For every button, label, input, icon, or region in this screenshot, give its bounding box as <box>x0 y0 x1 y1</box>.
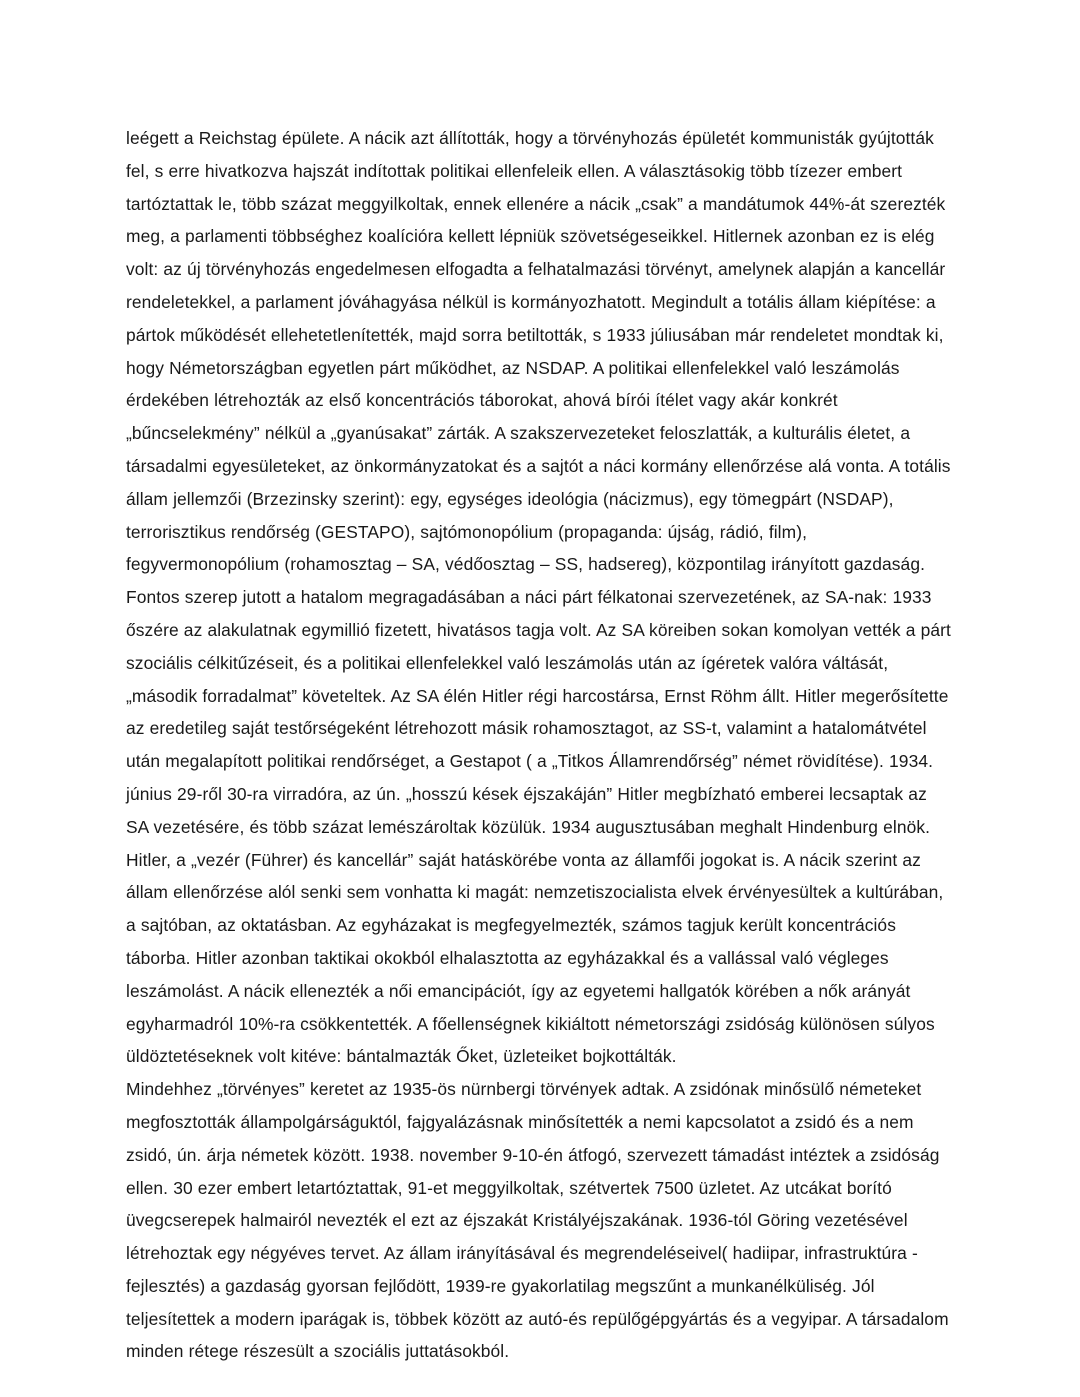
paragraph: leégett a Reichstag épülete. A nácik azt állították, hogy a törvényhozás épületét kommunisták gyújtották fel, s erre hivatkozva hajszát indítottak politikai ellenfeleik ellen. A választásokig több tízezer embert tartóztattak le, több százat meggyilkoltak, ennek ellenére a nácik „csak” a mandátumok 44%-át szerezték meg, a parlamenti többséghez koalícióra kellett lépniük szövetségeseikkel. Hitlernek azonban ez is elég volt: az új törvényhozás engedelmesen elfogadta a felhatalmazási törvényt, amelynek alapján a kancellár rendeletekkel, a parlament jóváhagyása nélkül is kormányozhatott. Megindult a totális állam kiépítése: a pártok működését ellehetetlenítették, majd sorra betiltották, s 1933 júliusában már rendeletet mondtak ki, hogy Németországban egyetlen párt működhet, az NSDAP. A politikai ellenfelekkel való leszámolás érdekében létrehozták az első koncentrációs táborokat, ahová bírói ítélet vagy akár konkrét „bűncselekmény” nélkül a „gyanúsakat” zárták. A szakszervezeteket feloszlatták, a kulturális életet, a társadalmi egyesületeket, az önkormányzatokat és a sajtót a náci kormány ellenőrzése alá vonta. A totális állam jellemzői (Brzezinsky szerint): egy, egységes ideológia (nácizmus), egy tömegpárt (NSDAP), terrorisztikus rendőrség (GESTAPO), sajtómonopólium (propaganda: újság, rádió, film), fegyvermonopólium (rohamosztag – SA, védőosztag – SS, hadsereg), központilag irányított gazdaság. <box>126 128 951 575</box>
document-body-text <box>126 122 954 1368</box>
paragraph: Fontos szerep jutott a hatalom megragadásában a náci párt félkatonai szervezetének, az SA-nak: 1933 őszére az alakulatnak egymillió fizetett, hivatásos tagja volt. Az SA köreiben sokan komolyan vették a párt szociális célkitűzéseit, és a politikai ellenfelekkel való leszámolás után az ígéretek valóra váltását, „második forradalmat” követeltek. Az SA élén Hitler régi harcostársa, Ernst Röhm állt. Hitler megerősítette az eredetileg saját testőrségeként létrehozott másik rohamosztagot, az SS-t, valamint a hatalomátvétel után megalapított politikai rendőrséget, a Gestapot ( a „Titkos Államrendőrség” német rövidítése). 1934. június 29-ről 30-ra virradóra, az ún. „hosszú kések éjszakáján” Hitler megbízható emberei lecsaptak az SA vezetésére, és több százat lemészároltak közülük. 1934 augusztusában meghalt Hindenburg elnök. Hitler, a „vezér (Führer) és kancellár” saját hatáskörébe vonta az államfői jogokat is. A nácik szerint az állam ellenőrzése alól senki sem vonhatta ki magát: nemzetiszocialista elvek érvényesültek a kultúrában, a sajtóban, az oktatásban. Az egyházakat is megfegyelmezték, számos tagjuk került koncentrációs táborba. Hitler azonban taktikai okokból elhalasztotta az egyházakkal és a vallással való végleges leszámolást. A nácik ellenezték a női emancipációt, így az egyetemi hallgatók körében a nők arányát egyharmadról 10%-ra csökkentették. A főellenségnek kikiáltott németországi zsidóság különösen súlyos üldöztetéseknek volt kitéve: bántalmazták Őket, üzleteiket bojkottálták. <box>126 587 951 1067</box>
paragraph: Mindehhez „törvényes” keretet az 1935-ös nürnbergi törvények adtak. A zsidónak minősülő németeket megfosztották állampolgárságuktól, fajgyalázásnak minősítették a nemi kapcsolatot a zsidó és a nem zsidó, ún. árja németek között. 1938. november 9-10-én átfogó, szervezett támadást intéztek a zsidóság ellen. 30 ezer embert letartóztattak, 91-et meggyilkoltak, szétvertek 7500 üzletet. Az utcákat borító üvegcserepek halmairól nevezték el ezt az éjszakát Kristályéjszakának. 1936-tól Göring vezetésével létrehoztak egy négyéves tervet. Az állam irányításával és megrendeléseivel( hadiipar, infrastruktúra - fejlesztés) a gazdaság gyorsan fejlődött, 1939-re gyakorlatilag megszűnt a munkanélküliség. Jól teljesítettek a modern iparágak is, többek között az autó-és repülőgépgyártás és a vegyipar. A társadalom minden rétege részesült a szociális juttatásokból. <box>126 1079 949 1362</box>
